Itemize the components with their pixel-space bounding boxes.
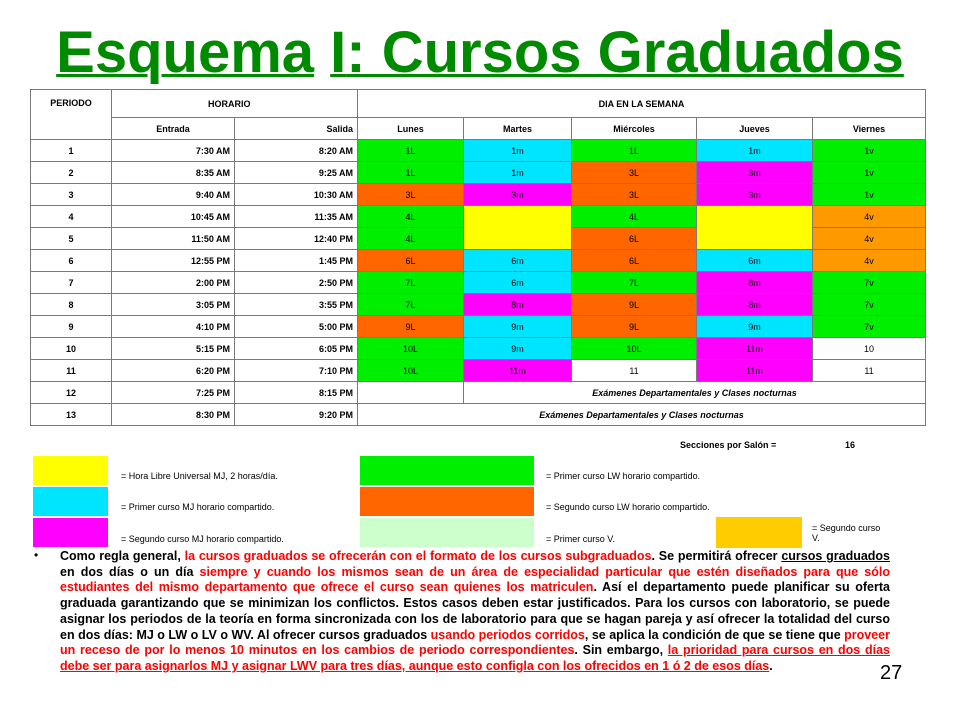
cell-lunes: 10L [358,360,464,382]
title-part-3: : Cursos Graduados [346,20,904,85]
cell-miercoles: 6L [572,228,697,250]
cell-viernes: 7v [813,316,926,338]
cell-viernes: 4v [813,206,926,228]
para-text: . [769,658,773,673]
cell-entrada: 12:55 PM [112,250,235,272]
cell-salida: 5:00 PM [235,316,358,338]
cell-periodo: 4 [31,206,112,228]
cell-martes: 8m [464,294,572,316]
table-row [31,382,926,404]
header-horario: HORARIO [112,90,358,118]
cell-periodo: 1 [31,140,112,162]
table-row [31,360,926,382]
cell-examenes: Exámenes Departamentales y Clases nocturnas [358,404,926,426]
cell-lunes: 1L [358,162,464,184]
title-part-2: I [330,20,347,85]
cell-jueves: 9m [697,316,813,338]
cell-lunes-empty [358,382,464,404]
bullet-icon: • [34,548,39,562]
legend-label-orange: = Segundo curso V. [812,523,881,543]
header-lunes: Lunes [358,118,464,140]
para-emphasis: siempre y cuando los mismos sean de un área de especialidad particular que estén diseñados para que sólo estudiantes del mismo departamento que ofrece el curso sean quienes los matriculen [60,564,890,595]
cell-martes: 9m [464,316,572,338]
table-row [31,184,926,206]
cell-entrada: 7:30 AM [112,140,235,162]
cell-viernes: 4v [813,228,926,250]
legend-label-cyan: = Primer curso MJ horario compartido. [121,502,275,512]
cell-miercoles: 11 [572,360,697,382]
legend-swatch-orange-red [360,487,534,516]
cell-entrada: 5:15 PM [112,338,235,360]
para-text: . Así el departamento puede planificar su oferta graduada garantizando que se minimizan los conflictos. Estos casos deben estar justificados. Para los cursos con laboratorio, se puede asignar los periodos de la teoría en forma sincronizada con los de laboratorio para que se hagan pareja y así ofrecer la totalidad del curso en dos días: MJ o LW o LV o WV. Al ofrecer cursos graduados [60,580,890,642]
cell-jueves: 6m [697,250,813,272]
cell-salida: 9:25 AM [235,162,358,184]
cell-entrada: 11:50 AM [112,228,235,250]
cell-salida: 3:55 PM [235,294,358,316]
para-emphasis: proveer un receso de por lo menos 10 minutos en los cambios de periodo correspondientes [60,627,890,658]
para-text: . Se permitirá ofrecer [651,549,782,563]
cell-jueves: 1m [697,140,813,162]
para-text: en dos días o un día [60,564,200,579]
cell-periodo: 5 [31,228,112,250]
cell-miercoles: 3L [572,162,697,184]
cell-periodo: 6 [31,250,112,272]
header-martes: Martes [464,118,572,140]
cell-entrada: 7:25 PM [112,382,235,404]
legend-swatch-magenta [33,518,108,547]
legend-label-green: = Primer curso LW horario compartido. [546,471,701,481]
legend-label-yellow: = Hora Libre Universal MJ, 2 horas/día. [121,471,278,481]
para-emphasis: la cursos graduados se ofrecerán con el formato de los cursos subgraduados [184,549,652,563]
cell-periodo: 2 [31,162,112,184]
cell-miercoles: 6L [572,250,697,272]
cell-viernes: 1v [813,184,926,206]
cell-salida: 8:15 PM [235,382,358,404]
legend-swatch-green [360,456,534,485]
table-row [31,338,926,360]
para-text: . Sin embargo, [574,643,668,658]
table-row [31,404,926,426]
cell-jueves: 8m [697,294,813,316]
cell-lunes: 9L [358,316,464,338]
header-viernes: Viernes [813,118,926,140]
cell-martes: 6m [464,250,572,272]
cell-lunes: 3L [358,184,464,206]
cell-entrada: 9:40 AM [112,184,235,206]
cell-viernes: 1v [813,140,926,162]
cell-entrada: 2:00 PM [112,272,235,294]
body-paragraph [60,549,890,675]
legend-swatch-cyan [33,487,108,516]
para-underline: cursos graduados [781,549,891,563]
cell-miercoles: 4L [572,206,697,228]
cell-lunes: 7L [358,294,464,316]
header-salida: Salida [235,118,358,140]
header-dia-semana: DIA EN LA SEMANA [358,90,926,118]
cell-salida: 2:50 PM [235,272,358,294]
cell-jueves: 11m [697,360,813,382]
legend-swatch-orange [716,517,802,548]
cell-salida: 9:20 PM [235,404,358,426]
table-row [31,140,926,162]
page-title [0,18,960,88]
cell-viernes: 1v [813,162,926,184]
cell-salida: 1:45 PM [235,250,358,272]
cell-miercoles: 3L [572,184,697,206]
para-text: Como regla general, [60,549,185,563]
header-jueves: Jueves [697,118,813,140]
cell-examenes: Exámenes Departamentales y Clases nocturnas [464,382,926,404]
header-periodo: PERIODO [31,90,112,140]
cell-periodo: 12 [31,382,112,404]
secciones-por-salon [680,440,856,450]
header-miercoles: Miércoles [572,118,697,140]
cell-viernes: 7v [813,272,926,294]
cell-entrada: 4:10 PM [112,316,235,338]
cell-periodo: 10 [31,338,112,360]
legend-label-orange-red: = Segundo curso LW horario compartido. [546,502,710,512]
cell-periodo: 11 [31,360,112,382]
cell-jueves: 3m [697,162,813,184]
cell-martes: 11m [464,360,572,382]
legend-label-light-green: = Primer curso V. [546,534,615,544]
para-text: , se aplica la condición de que se tiene que [584,627,845,642]
table-row [31,250,926,272]
cell-jueves: 11m [697,338,813,360]
table-row [31,294,926,316]
cell-miercoles: 10L [572,338,697,360]
cell-lunes: 4L [358,228,464,250]
cell-salida: 11:35 AM [235,206,358,228]
cell-martes: 3m [464,184,572,206]
cell-salida: 12:40 PM [235,228,358,250]
legend-swatch-yellow [33,456,108,485]
cell-periodo: 3 [31,184,112,206]
cell-lunes: 6L [358,250,464,272]
cell-jueves: 8m [697,272,813,294]
table-row [31,162,926,184]
cell-salida: 10:30 AM [235,184,358,206]
cell-miercoles: 9L [572,316,697,338]
legend-swatch-light-green [360,518,534,547]
cell-jueves: 3m [697,184,813,206]
cell-salida: 7:10 PM [235,360,358,382]
cell-miercoles: 1L [572,140,697,162]
cell-periodo: 8 [31,294,112,316]
cell-entrada: 6:20 PM [112,360,235,382]
para-emphasis: usando periodos corridos [430,627,585,642]
legend-label-magenta: = Segundo curso MJ horario compartido. [121,534,284,544]
cell-viernes: 11 [813,360,926,382]
cell-entrada: 8:30 PM [112,404,235,426]
cell-martes: 9m [464,338,572,360]
cell-lunes: 4L [358,206,464,228]
cell-lunes: 10L [358,338,464,360]
secciones-value: 16 [845,440,856,450]
title-part-1: Esquema [56,20,315,85]
cell-entrada: 3:05 PM [112,294,235,316]
header-entrada: Entrada [112,118,235,140]
table-row [31,316,926,338]
cell-entrada: 10:45 AM [112,206,235,228]
secciones-label: Secciones por Salón = [680,440,777,450]
cell-miercoles: 9L [572,294,697,316]
cell-lunes: 1L [358,140,464,162]
cell-periodo: 9 [31,316,112,338]
cell-jueves-hora-libre [697,206,813,250]
cell-martes: 1m [464,162,572,184]
cell-salida: 6:05 PM [235,338,358,360]
cell-martes-hora-libre [464,206,572,250]
cell-periodo: 7 [31,272,112,294]
cell-viernes: 10 [813,338,926,360]
cell-martes: 1m [464,140,572,162]
cell-periodo: 13 [31,404,112,426]
schedule-table [30,89,926,426]
table-row [31,272,926,294]
para-emphasis-underline: la prioridad para cursos en dos días debe ser para asignarlos MJ y asignar LWV para tres días, aunque esto configla con los ofrecidos en 1 ó 2 de esos días [60,643,891,673]
cell-miercoles: 7L [572,272,697,294]
cell-entrada: 8:35 AM [112,162,235,184]
cell-viernes: 4v [813,250,926,272]
cell-viernes: 7v [813,294,926,316]
cell-lunes: 7L [358,272,464,294]
table-row [31,206,926,228]
cell-salida: 8:20 AM [235,140,358,162]
page-number: 27 [880,662,903,684]
cell-martes: 6m [464,272,572,294]
